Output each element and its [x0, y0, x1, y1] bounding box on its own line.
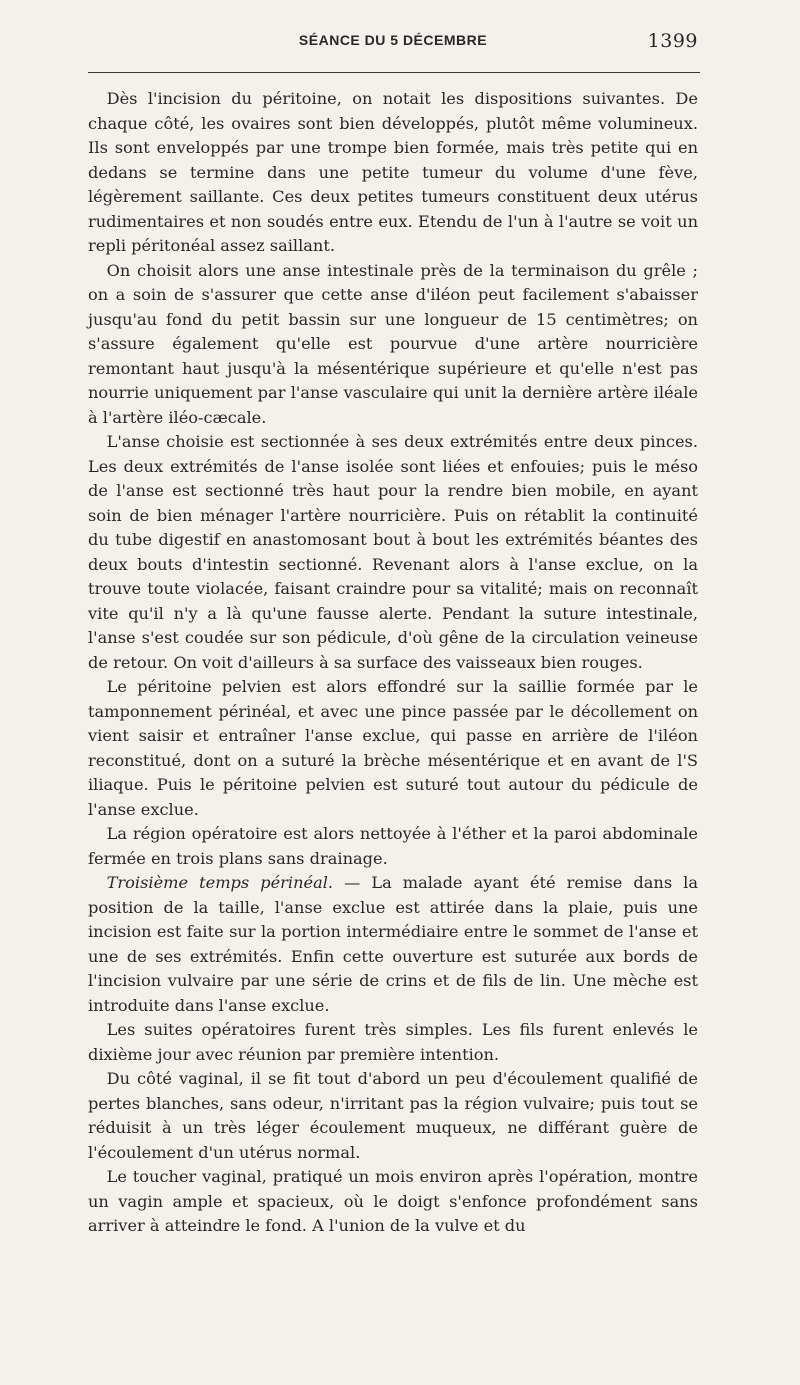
body-text [88, 87, 698, 1239]
header-title: SÉANCE DU 5 DÉCEMBRE [298, 32, 488, 48]
paragraph: La région opératoire est alors nettoyée à l'éther et la paroi abdominale fermée en trois plans sans drainage. [88, 824, 698, 868]
page-number: 1399 [647, 30, 698, 52]
paragraph: Du côté vaginal, il se fit tout d'abord un peu d'écoulement qualifié de pertes blanches, sans odeur, n'irritant pas la région vulvaire; puis tout se réduisit à un très léger écoulement muqueux, ne différant guère de l'écoulement d'un utérus normal. [88, 1069, 698, 1162]
paragraph: Dès l'incision du péritoine, on notait les dispositions suivantes. De chaque côté, les ovaires sont bien développés, plutôt même volumineux. Ils sont enveloppés par une trompe bien formée, mais très petite qui en dedans se termine dans une petite tumeur du volume d'une fève, légèrement saillante. Ces deux petites tumeurs constituent deux utérus rudimentaires et non soudés entre eux. Etendu de l'un à l'autre se voit un repli péritonéal assez saillant. [88, 89, 698, 255]
header-rule [88, 72, 700, 73]
paragraph: On choisit alors une anse intestinale près de la terminaison du grêle ; on a soin de s'assurer que cette anse d'iléon peut facilement s'abaisser jusqu'au fond du petit bassin sur une longueur de 15 centimètres; on s'assure également qu'elle est pourvue d'une artère nourricière remontant haut jusqu'à la mésentérique supérieure et qu'elle n'est pas nourrie uniquement par l'anse vasculaire qui unit la dernière artère iléale à l'artère iléo-cæcale. [88, 260, 698, 427]
paragraph-text: — La malade ayant été remise dans la position de la taille, l'anse exclue est attirée dans la plaie, puis une incision est faite sur la portion intermédiaire entre le sommet de l'anse et une de ses extrémités. Enfin cette ouverture est suturée aux bords de l'incision vulvaire par une série de crins et de fils de lin. Une mèche est introduite dans l'anse exclue. [88, 873, 698, 1015]
running-header [88, 30, 698, 54]
paragraph: Le péritoine pelvien est alors effondré sur la saillie formée par le tamponnement périnéal, et avec une pince passée par le décollement on vient saisir et entraîner l'anse exclue, qui passe en arrière de l'iléon reconstitué, dont on a suturé la brèche mésentérique et en avant de l'S iliaque. Puis le péritoine pelvien est suturé tout autour du pédicule de l'anse exclue. [88, 677, 698, 819]
paragraph: L'anse choisie est sectionnée à ses deux extrémités entre deux pinces. Les deux extrémités de l'anse isolée sont liées et enfouies; puis le méso de l'anse est sectionné très haut pour la rendre bien mobile, en ayant soin de bien ménager l'artère nourricière. Puis on rétablit la continuité du tube digestif en anastomosant bout à bout les extrémités béantes des deux bouts d'intestin sectionné. Revenant alors à l'anse exclue, on la trouve toute violacée, faisant craindre pour sa vitalité; mais on reconnaît vite qu'il n'y a là qu'une fausse alerte. Pendant la suture intestinale, l'anse s'est coudée sur son pédicule, d'où gêne de la circulation veineuse de retour. On voit d'ailleurs à sa surface des vaisseaux bien rouges. [88, 432, 698, 672]
paragraph: Les suites opératoires furent très simples. Les fils furent enlevés le dixième jour avec réunion par première intention. [88, 1020, 698, 1064]
paragraph: Le toucher vaginal, pratiqué un mois environ après l'opération, montre un vagin ample et spacieux, où le doigt s'enfonce profondément sans arriver à atteindre le fond. A l'union de la vulve et du [88, 1167, 698, 1235]
paragraph [88, 871, 698, 1018]
section-label: Troisième temps périnéal. [106, 873, 334, 892]
